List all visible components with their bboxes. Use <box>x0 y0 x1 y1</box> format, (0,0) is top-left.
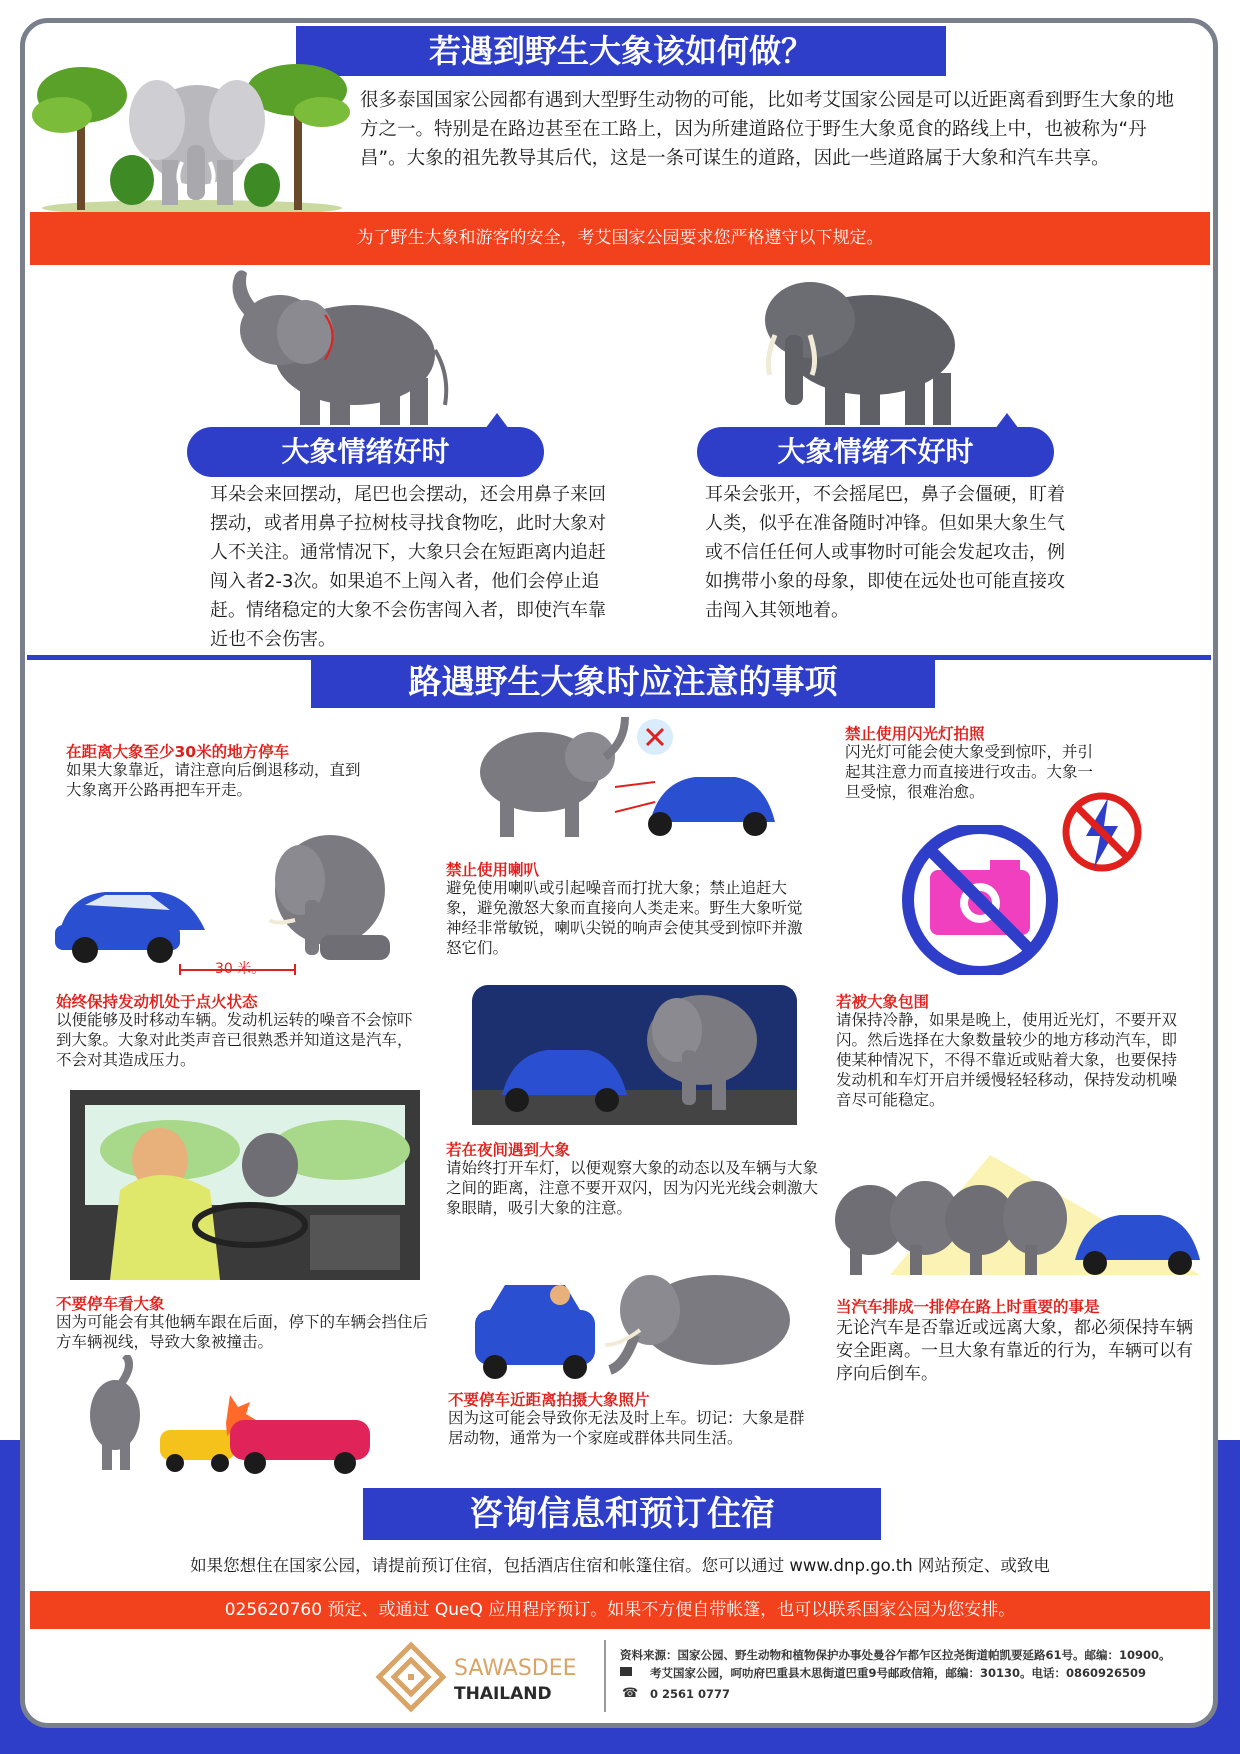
tip-engine-on-body: 以便能够及时移动车辆。发动机运转的噪音不会惊吓到大象。大象对此类声音已很熟悉并知道这是汽车，不会对其造成压力。 <box>56 1011 413 1069</box>
tip-no-flash-body: 闪光灯可能会使大象受到惊吓，并引起其注意力而直接进行攻击。大象一旦受惊，很难治愈。 <box>845 743 1094 801</box>
tip-stop-distance-title: 在距离大象至少30米的地方停车 <box>66 743 290 761</box>
car-elephant-distance-illustration <box>50 830 410 975</box>
tip-stop-distance-body: 如果大象靠近，请注意向后倒退移动，直到大象离开公路再把车开走。 <box>66 761 361 799</box>
driver-view-illustration <box>70 1090 420 1280</box>
phone-number: 0 2561 0777 <box>650 1687 731 1701</box>
tip-cars-in-line-body: 无论汽车是否靠近或远离大象，都必须保持车辆安全距离。一旦大象有靠近的行为，车辆可以有序向后倒车。 <box>836 1318 1193 1384</box>
mail-icon <box>620 1667 632 1676</box>
calm-elephant-illustration <box>215 270 465 425</box>
car-crash-illustration <box>80 1355 380 1475</box>
notice-banner: 为了野生大象和游客的安全，考艾国家公园要求您严格遵守以下规定。 <box>30 212 1210 265</box>
honking-car-illustration <box>455 712 785 842</box>
mood-bad-label <box>697 427 1054 477</box>
no-flash-camera-icon <box>895 825 1065 975</box>
night-encounter-illustration <box>472 985 797 1125</box>
mood-good-label-text: 大象情绪好时 <box>281 435 450 468</box>
contact-title: 咨询信息和预订住宿 <box>363 1488 881 1540</box>
tip-no-horn-title: 禁止使用喇叭 <box>446 861 540 879</box>
mood-bad-label-text: 大象情绪不好时 <box>777 435 974 468</box>
tip-engine-on-title: 始终保持发动机处于点火状态 <box>56 993 258 1011</box>
mood-good-label <box>187 427 544 477</box>
elephant-forest-illustration <box>32 50 352 215</box>
contact-line2: 025620760 预定、或通过 QueQ 应用程序预订。如果不方便自带帐篷，也可以联系国家公园为您安排。 <box>30 1591 1210 1629</box>
source-text: 资料来源：国家公园、野生动物和植物保护办事处曼谷乍都乍区拉尧街道帕凯要延路61号。邮编：10900。 <box>620 1648 1171 1662</box>
tip-no-photo-title: 不要停车近距离拍摄大象照片 <box>448 1391 650 1409</box>
angry-elephant-illustration <box>755 275 965 425</box>
section2-title: 路遇野生大象时应注意的事项 <box>311 656 935 708</box>
footer-divider <box>604 1640 606 1712</box>
tip-no-horn-body: 避免使用喇叭或引起噪音而打扰大象；禁止追赶大象，避免激怒大象而直接向人类走来。野生大象听觉神经非常敏锐，喇叭尖锐的响声会使其受到惊吓并激怒它们。 <box>446 879 803 957</box>
tip-dont-stop-title: 不要停车看大象 <box>56 1295 165 1313</box>
distance-label: 30 米。 <box>215 961 266 977</box>
tip-surrounded-title: 若被大象包围 <box>836 993 930 1011</box>
brand-name-bottom: THAILAND <box>454 1684 552 1704</box>
tip-no-photo-body: 因为这可能会导致你无法及时上车。切记：大象是群居动物，通常为一个家庭或群体共同生活。 <box>448 1409 805 1447</box>
no-flash-bolt-icon <box>1060 790 1145 875</box>
park-address: 考艾国家公园，呵叻府巴重县木思街道巴重9号邮政信箱，邮编：30130。电话：0860926509 <box>650 1666 1147 1680</box>
brand-name-top: SAWASDEE <box>454 1656 577 1681</box>
tip-night-body: 请始终打开车灯，以便观察大象的动态以及车辆与大象之间的距离，注意不要开双闪，因为闪光光线会刺激大象眼睛，吸引大象的注意。 <box>446 1159 819 1217</box>
photo-elephant-illustration <box>465 1255 800 1385</box>
page-title: 若遇到野生大象该如何做？ <box>296 26 946 76</box>
contact-line1: 如果您想住在国家公园，请提前预订住宿，包括酒店住宿和帐篷住宿。您可以通过 www.dnp.go.th 网站预定、或致电 <box>190 1556 1050 1575</box>
tip-dont-stop-body: 因为可能会有其他辆车跟在后面，停下的车辆会挡住后方车辆视线，导致大象被撞击。 <box>56 1313 429 1351</box>
tip-cars-in-line-title: 当汽车排成一排停在路上时重要的事是 <box>836 1298 1100 1316</box>
sawasdee-thailand-logo-icon <box>374 1640 448 1714</box>
tip-no-flash-title: 禁止使用闪光灯拍照 <box>845 725 985 743</box>
phone-icon: ☎ <box>622 1686 639 1701</box>
intro-paragraph: 很多泰国国家公园都有遇到大型野生动物的可能，比如考艾国家公园是可以近距离看到野生大象的地方之一。特别是在路边甚至在工路上，因为所建道路位于野生大象觅食的路线上中，也被称为“丹昌”。大象的祖先教导其后代，这是一条可谋生的道路，因此一些道路属于大象和汽车共享。 <box>360 90 1175 169</box>
mood-good-text: 耳朵会来回摆动，尾巴也会摆动，还会用鼻子来回摆动，或者用鼻子拉树枝寻找食物吃，此时大象对人不关注。通常情况下，大象只会在短距离内追赶闯入者2-3次。如果追不上闯入者，他们会停止追赶。情绪稳定的大象不会伤害闯入者，即使汽车靠近也不会伤害。 <box>210 484 606 650</box>
elephant-herd-car-illustration <box>830 1150 1205 1280</box>
tip-night-title: 若在夜间遇到大象 <box>446 1141 571 1159</box>
mood-bad-text: 耳朵会张开，不会摇尾巴，鼻子会僵硬，盯着人类，似乎在准备随时冲锋。但如果大象生气或不信任任何人或事物时可能会发起攻击，例如携带小象的母象，即使在远处也可能直接攻击闯入其领地着。 <box>705 484 1065 621</box>
tip-surrounded-body: 请保持冷静，如果是晚上，使用近光灯，不要开双闪。然后选择在大象数量较少的地方移动汽车，即使某种情况下，不得不靠近或贴着大象，也要保持发动机和车灯开启并缓慢轻轻移动，保持发动机噪音尽可能稳定。 <box>836 1011 1178 1109</box>
